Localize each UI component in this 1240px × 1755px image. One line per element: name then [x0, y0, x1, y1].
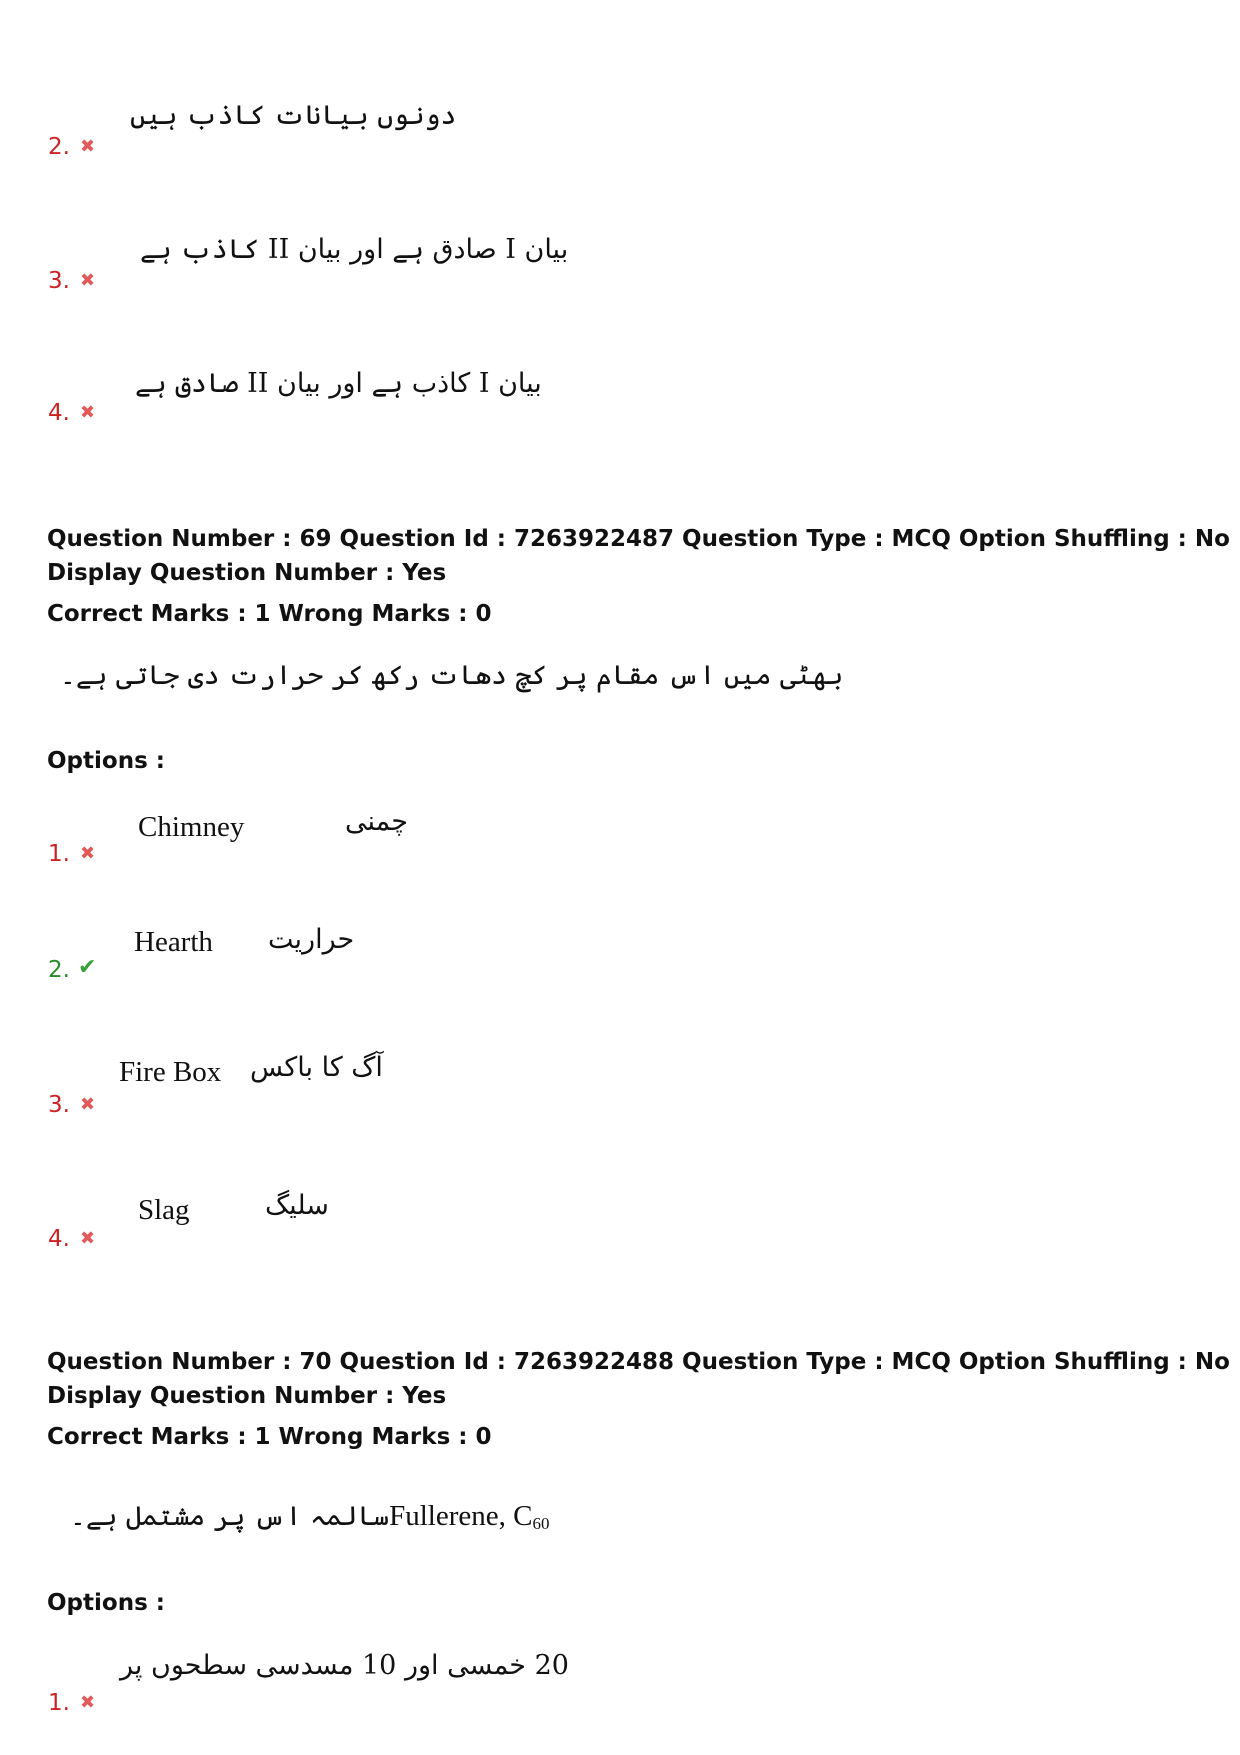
option-text: 20 خمسی اور 10 مسدسی سطحوں پر [120, 1650, 569, 1681]
options-label: Options : [47, 748, 165, 774]
option-text: بیان I صادق ہے اور بیان II کاذب ہے [140, 234, 569, 265]
wrong-mark-icon: ✖ [80, 402, 96, 423]
question-text-english: Fullerene, C [389, 1500, 533, 1532]
question-marks: Correct Marks : 1 Wrong Marks : 0 [47, 1424, 492, 1450]
option-number: 3. [48, 268, 70, 294]
option-text-urdu: چمنی [345, 806, 408, 837]
option-text-urdu: حراریت [268, 924, 355, 955]
option-number: 2. [48, 134, 70, 160]
option-text-urdu: آگ کا باکس [250, 1052, 383, 1083]
option-text: بیان I کاذب ہے اور بیان II صادق ہے [135, 368, 542, 399]
option-number: 3. [48, 1092, 70, 1118]
question-marks: Correct Marks : 1 Wrong Marks : 0 [47, 601, 492, 627]
question-text [70, 1500, 549, 1534]
wrong-mark-icon: ✖ [80, 136, 96, 157]
option-text-english: Chimney [138, 811, 245, 843]
option-text-english: Slag [138, 1194, 190, 1226]
question-text-urdu: سالمہ اس پر مشتمل ہے۔ [70, 1501, 390, 1532]
wrong-mark-icon: ✖ [80, 1228, 96, 1249]
option-text-english: Fire Box [119, 1056, 222, 1088]
option-text: دونوں بیانات کاذب ہیں [130, 100, 457, 131]
option-number: 1. [48, 1690, 70, 1716]
option-number: 4. [48, 400, 70, 426]
question-subscript: 60 [532, 1514, 550, 1534]
option-number: 2. [48, 957, 70, 983]
question-header: Question Number : 69 Question Id : 7263922487 Question Type : MCQ Option Shuffling : No [47, 526, 1230, 552]
question-display-flag: Display Question Number : Yes [47, 560, 447, 586]
wrong-mark-icon: ✖ [80, 1094, 96, 1115]
option-number: 1. [48, 841, 70, 867]
option-text-urdu: سلیگ [265, 1190, 329, 1221]
question-text: بھٹی میں اس مقام پر کچ دھات رکھ کر حرارت دی جاتی ہے۔ [60, 660, 844, 691]
correct-mark-icon: ✔ [78, 955, 97, 980]
option-text-english: Hearth [134, 926, 213, 958]
question-header: Question Number : 70 Question Id : 7263922488 Question Type : MCQ Option Shuffling : No [47, 1349, 1230, 1375]
wrong-mark-icon: ✖ [80, 1692, 96, 1713]
wrong-mark-icon: ✖ [80, 843, 96, 864]
option-number: 4. [48, 1226, 70, 1252]
options-label: Options : [47, 1590, 165, 1616]
question-display-flag: Display Question Number : Yes [47, 1383, 447, 1409]
wrong-mark-icon: ✖ [80, 270, 96, 291]
